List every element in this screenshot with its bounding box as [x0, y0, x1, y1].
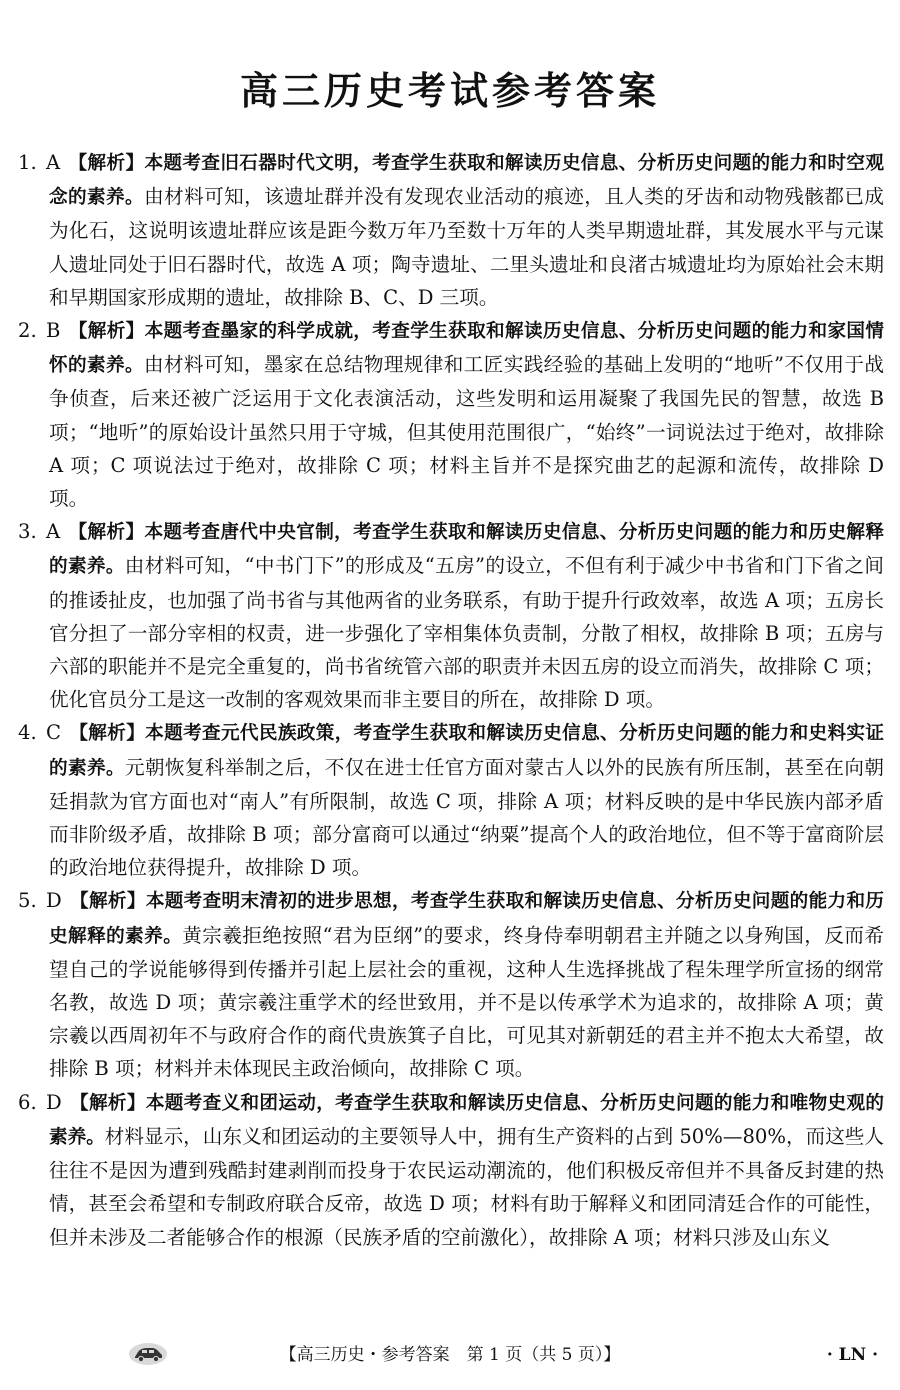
answer-item [18, 146, 884, 314]
analysis-body: 由材料可知，“中书门下”的形成及“五房”的设立，不但有利于减少中书省和门下省之间的推诿扯皮，也加强了尚书省与其他两省的业务联系，有助于提升行政效率，故选 A 项；五房长官分担了一部分宰相的权责，进一步强化了宰相集体负责制，分散了相权，故排除 B 项；五房与六部的职能并不是完全重复的，尚书省统管六部的职责并未因五房的设立而消失，故排除 C 项；优化官员分工是这一改制的客观效果而非主要目的所在，故排除 D 项。 [49, 554, 884, 712]
answer-item [18, 884, 884, 1085]
page-footer [0, 1340, 900, 1372]
analysis-tag: 【解析】 [69, 1092, 146, 1114]
analysis-topic: 本题考查义和团运动，考查学生获取和解读历史信息、分析历史问题的能力和唯物史观的素养。 [49, 1092, 884, 1148]
answer-letter: B [46, 319, 61, 343]
page-title: 高三历史考试参考答案 [239, 69, 660, 113]
page-info: 【高三历史・参考答案 第 1 页（共 5 页）】 [279, 1345, 621, 1365]
answer-letter: D [46, 889, 62, 913]
answer-letter: D [46, 1090, 62, 1114]
analysis-tag: 【解析】 [69, 891, 146, 913]
question-number: 6. [18, 1090, 37, 1114]
answer-item [18, 314, 884, 515]
analysis-body: 由材料可知，该遗址群并没有发现农业活动的痕迹，且人类的牙齿和动物残骸都已成为化石，这说明该遗址群应该是距今数万年乃至数十万年的人类早期遗址群，其发展水平与元谋人遗址同处于旧石器时代，故选 A 项；陶寺遗址、二里头遗址和良渚古城遗址均为原始社会末期和早期国家形成期的遗址，故排除 B、C、D 三项。 [49, 185, 884, 309]
question-number: 5. [18, 889, 37, 913]
analysis-topic: 本题考查元代民族政策，考查学生获取和解读历史信息、分析历史问题的能力和史料实证的素养。 [49, 723, 884, 779]
question-number: 3. [18, 520, 37, 544]
question-number: 4. [18, 721, 37, 745]
analysis-body: 黄宗羲拒绝按照“君为臣纲”的要求，终身侍奉明朝君主并随之以身殉国，反而希望自己的学说能够得到传播并引起上层社会的重视，这种人生选择挑战了程朱理学所宣扬的纲常名教，故选 D 项；黄宗羲注重学术的经世致用，并不是以传承学术为追求的，故排除 A 项；黄宗羲以西周初年不与政府合作的商代贵族箕子自比，可见其对新朝廷的君主并不抱太大希望，故排除 B 项；材料并未体现民主政治倾向，故排除 C 项。 [49, 923, 884, 1081]
answer-list [18, 146, 884, 1254]
analysis-body: 由材料可知，墨家在总结物理规律和工匠实践经验的基础上发明的“地听”不仅用于战争侦查，后来还被广泛运用于文化表演活动，这些发明和运用凝聚了我国先民的智慧，故选 B 项；“地听”的原始设计虽然只用于守城，但其使用范围很广，“始终”一词说法过于绝对，故排除 A 项；C 项说法过于绝对，故排除 C 项；材料主旨并不是探究曲艺的起源和流传，故排除 D 项。 [49, 353, 884, 511]
analysis-tag: 【解析】 [68, 321, 145, 343]
analysis-topic: 本题考查墨家的科学成就，考查学生获取和解读历史信息、分析历史问题的能力和家国情怀的素养。 [49, 321, 884, 377]
answer-letter: A [46, 151, 61, 174]
analysis-body: 材料显示，山东义和团运动的主要领导人中，拥有生产资料的占到 50%—80%，而这些人往往不是因为遭到残酷封建剥削而投身于农民运动潮流的，他们积极反帝但并不具备反封建的热情，甚至会希望和专制政府联合反帝，故选 D 项；材料有助于解释义和团同清廷合作的可能性，但并未涉及二者能够合作的根源（民族矛盾的空前激化），故排除 A 项；材料只涉及山东义 [49, 1124, 884, 1249]
question-number: 2. [18, 319, 37, 343]
analysis-tag: 【解析】 [68, 522, 145, 544]
analysis-body: 元朝恢复科举制之后，不仅在进士任官方面对蒙古人以外的民族有所压制，甚至在向朝廷捐款为官方面也对“南人”有所限制，故选 C 项，排除 A 项；材料反映的是中华民族内部矛盾而非阶级矛盾，故排除 B 项；部分富商可以通过“纳粟”提高个人的政治地位，但不等于富商阶层的政治地位获得提升，故排除 D 项。 [49, 755, 884, 880]
answer-item [18, 716, 884, 884]
question-number: 1. [18, 151, 37, 174]
analysis-topic: 本题考查明末清初的进步思想，考查学生获取和解读历史信息、分析历史问题的能力和历史解释的素养。 [49, 891, 884, 947]
answer-item [18, 1086, 884, 1254]
analysis-topic: 本题考查旧石器时代文明，考查学生获取和解读历史信息、分析历史问题的能力和时空观念的素养。 [49, 153, 884, 209]
analysis-tag: 【解析】 [68, 153, 145, 174]
analysis-tag: 【解析】 [69, 723, 146, 745]
answer-letter: C [46, 721, 61, 745]
answer-item [18, 515, 884, 716]
analysis-topic: 本题考查唐代中央官制，考查学生获取和解读历史信息、分析历史问题的能力和历史解释的素养。 [49, 522, 884, 578]
edition-code: · LN · [826, 1345, 878, 1365]
answer-letter: A [46, 520, 61, 544]
